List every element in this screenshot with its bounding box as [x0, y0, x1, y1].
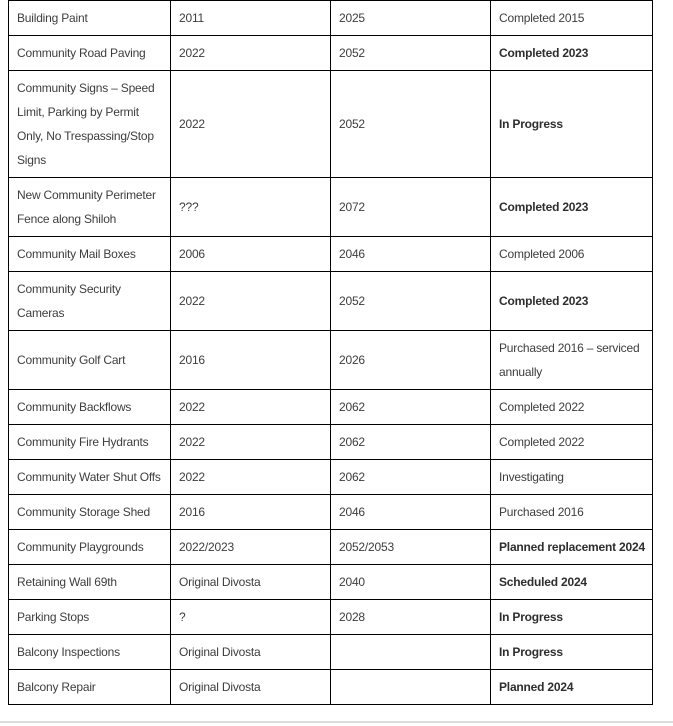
replacement-year-cell: 2046 [331, 495, 491, 530]
table-row [9, 71, 653, 178]
install-year-cell: ??? [171, 178, 331, 237]
item-cell: Parking Stops [9, 600, 171, 635]
table-row [9, 600, 653, 635]
status-cell: Completed 2022 [491, 390, 653, 425]
replacement-year-cell: 2072 [331, 178, 491, 237]
status-cell: In Progress [491, 635, 653, 670]
install-year-cell: 2022 [171, 390, 331, 425]
item-cell: Community Signs – Speed Limit, Parking by Permit Only, No Trespassing/Stop Signs [9, 71, 171, 178]
replacement-year-cell [331, 635, 491, 670]
status-cell: Planned 2024 [491, 670, 653, 705]
item-cell: New Community Perimeter Fence along Shiloh [9, 178, 171, 237]
install-year-cell: Original Divosta [171, 670, 331, 705]
install-year-cell: 2022 [171, 272, 331, 331]
replacement-year-cell [331, 670, 491, 705]
table-row [9, 495, 653, 530]
item-cell: Balcony Repair [9, 670, 171, 705]
replacement-year-cell: 2028 [331, 600, 491, 635]
replacement-year-cell: 2052 [331, 272, 491, 331]
status-cell: Completed 2023 [491, 272, 653, 331]
table-row [9, 635, 653, 670]
item-cell: Community Golf Cart [9, 331, 171, 390]
item-cell: Community Mail Boxes [9, 237, 171, 272]
replacement-year-cell: 2062 [331, 460, 491, 495]
table-row [9, 272, 653, 331]
status-cell: Purchased 2016 – serviced annually [491, 331, 653, 390]
status-cell: Investigating [491, 460, 653, 495]
page-bottom-divider [0, 721, 673, 723]
install-year-cell: ? [171, 600, 331, 635]
table-row [9, 565, 653, 600]
maintenance-schedule-table [8, 0, 653, 705]
item-cell: Community Water Shut Offs [9, 460, 171, 495]
table-row [9, 670, 653, 705]
table-row [9, 237, 653, 272]
table-row [9, 425, 653, 460]
status-cell: Completed 2023 [491, 178, 653, 237]
item-cell: Building Paint [9, 1, 171, 36]
install-year-cell: Original Divosta [171, 635, 331, 670]
install-year-cell: 2022 [171, 36, 331, 71]
item-cell: Community Fire Hydrants [9, 425, 171, 460]
table-row [9, 530, 653, 565]
status-cell: Completed 2023 [491, 36, 653, 71]
replacement-year-cell: 2026 [331, 331, 491, 390]
replacement-year-cell: 2062 [331, 425, 491, 460]
replacement-year-cell: 2052 [331, 71, 491, 178]
status-cell: Completed 2006 [491, 237, 653, 272]
install-year-cell: 2022/2023 [171, 530, 331, 565]
replacement-year-cell: 2025 [331, 1, 491, 36]
table-row [9, 36, 653, 71]
replacement-year-cell: 2040 [331, 565, 491, 600]
item-cell: Retaining Wall 69th [9, 565, 171, 600]
replacement-year-cell: 2062 [331, 390, 491, 425]
install-year-cell: Original Divosta [171, 565, 331, 600]
install-year-cell: 2022 [171, 460, 331, 495]
status-cell: In Progress [491, 71, 653, 178]
table-row [9, 1, 653, 36]
status-cell: Purchased 2016 [491, 495, 653, 530]
item-cell: Community Security Cameras [9, 272, 171, 331]
status-cell: In Progress [491, 600, 653, 635]
status-cell: Scheduled 2024 [491, 565, 653, 600]
status-cell: Completed 2022 [491, 425, 653, 460]
install-year-cell: 2016 [171, 495, 331, 530]
item-cell: Community Playgrounds [9, 530, 171, 565]
install-year-cell: 2011 [171, 1, 331, 36]
install-year-cell: 2006 [171, 237, 331, 272]
item-cell: Community Storage Shed [9, 495, 171, 530]
maintenance-schedule-table-body [9, 1, 653, 705]
replacement-year-cell: 2046 [331, 237, 491, 272]
status-cell: Completed 2015 [491, 1, 653, 36]
table-row [9, 178, 653, 237]
replacement-year-cell: 2052 [331, 36, 491, 71]
item-cell: Balcony Inspections [9, 635, 171, 670]
install-year-cell: 2022 [171, 71, 331, 178]
table-row [9, 390, 653, 425]
table-row [9, 331, 653, 390]
install-year-cell: 2016 [171, 331, 331, 390]
install-year-cell: 2022 [171, 425, 331, 460]
replacement-year-cell: 2052/2053 [331, 530, 491, 565]
item-cell: Community Road Paving [9, 36, 171, 71]
item-cell: Community Backflows [9, 390, 171, 425]
table-row [9, 460, 653, 495]
status-cell: Planned replacement 2024 [491, 530, 653, 565]
